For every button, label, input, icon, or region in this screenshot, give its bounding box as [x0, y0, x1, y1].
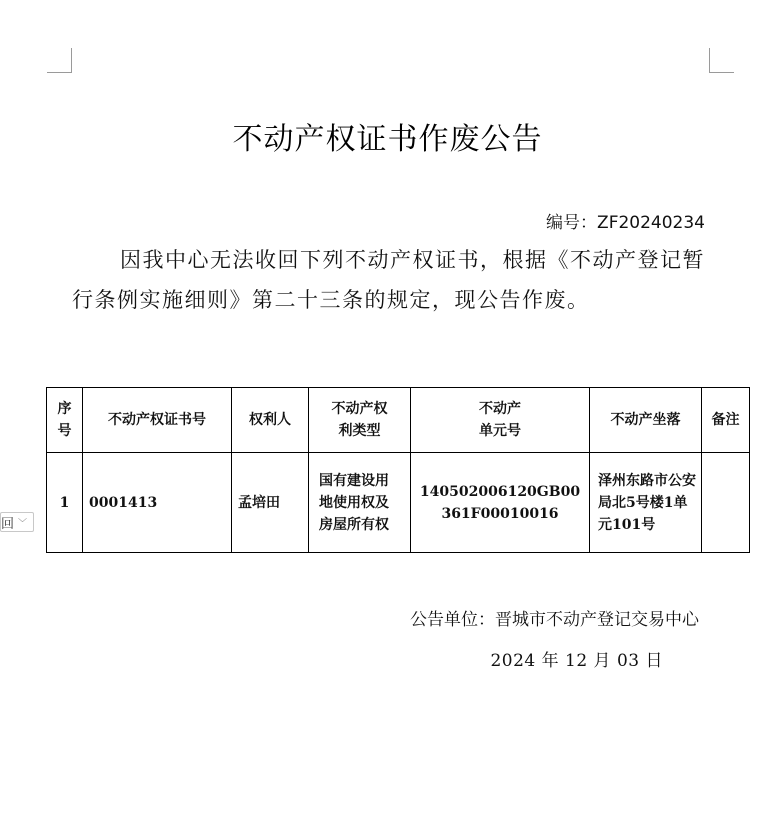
table-row: [47, 453, 750, 553]
document-number: 编号：ZF20240234: [546, 213, 705, 233]
page-corner-mark-top-right: [709, 48, 734, 73]
table-grid-icon: 回: [1, 516, 15, 532]
cell-holder: 孟培田: [232, 453, 309, 553]
header-holder: 权利人: [232, 388, 309, 453]
page-corner-mark-top-left: [47, 48, 72, 73]
issue-date: 2024 年 12 月 03 日: [490, 651, 663, 671]
document-title: 不动产权证书作废公告: [232, 122, 543, 157]
header-right-type: 不动产权利类型: [309, 388, 411, 453]
cell-remark: [702, 453, 750, 553]
cell-location: 泽州东路市公安局北5号楼1单元101号: [590, 453, 702, 553]
header-cert-no: 不动产权证书号: [83, 388, 232, 453]
header-unit-no: 不动产单元号: [411, 388, 590, 453]
issuer-line: 公告单位：晋城市不动产登记交易中心: [410, 610, 699, 630]
header-location: 不动产坐落: [590, 388, 702, 453]
cell-right-type: 国有建设用地使用权及房屋所有权: [309, 453, 411, 553]
cell-seq: 1: [47, 453, 83, 553]
void-certificate-table: [46, 387, 750, 553]
table-handle-button[interactable]: [0, 512, 34, 532]
cell-cert-no: 0001413: [83, 453, 232, 553]
table-header-row: [47, 388, 750, 453]
chevron-down-icon: ﹀: [18, 518, 28, 529]
header-seq: 序号: [47, 388, 83, 453]
cell-unit-no: 140502006120GB00361F00010016: [411, 453, 590, 553]
notice-paragraph: 因我中心无法收回下列不动产权证书，根据《不动产登记暂行条例实施细则》第二十三条的规定，现公告作废。: [72, 248, 705, 312]
header-remark: 备注: [702, 388, 750, 453]
